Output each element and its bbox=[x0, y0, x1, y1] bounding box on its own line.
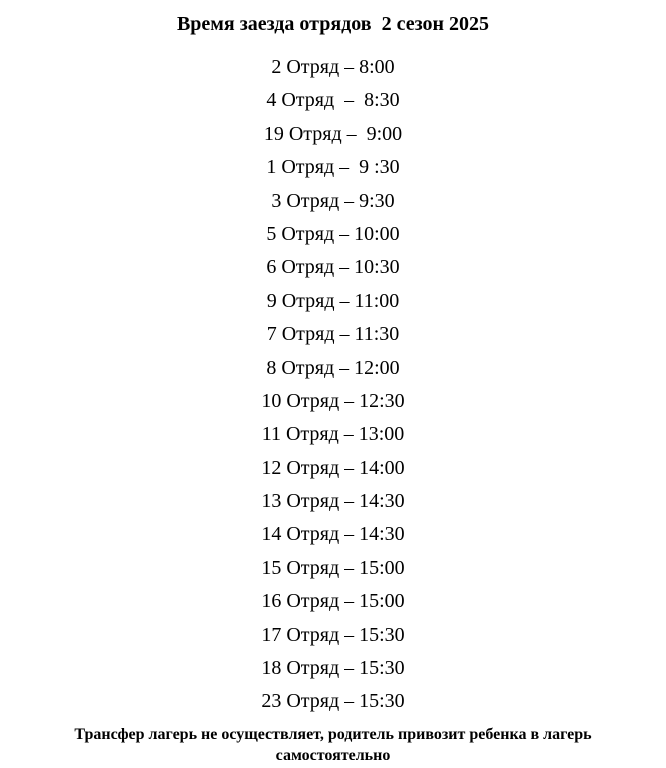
schedule-item: 17 Отряд – 15:30 bbox=[261, 623, 405, 646]
transfer-notice bbox=[0, 724, 666, 766]
arrival-schedule bbox=[0, 53, 666, 721]
schedule-item: 7 Отряд – 11:30 bbox=[266, 323, 400, 346]
schedule-item: 3 Отряд – 9:30 bbox=[271, 189, 395, 212]
schedule-item: 13 Отряд – 14:30 bbox=[261, 490, 405, 513]
schedule-item: 9 Отряд – 11:00 bbox=[266, 289, 400, 312]
schedule-item: 23 Отряд – 15:30 bbox=[261, 690, 405, 713]
schedule-item: 14 Отряд – 14:30 bbox=[261, 523, 405, 546]
schedule-item: 15 Отряд – 15:00 bbox=[261, 556, 405, 579]
schedule-item: 4 Отряд – 8:30 bbox=[266, 89, 400, 112]
schedule-item: 5 Отряд – 10:00 bbox=[266, 222, 400, 245]
schedule-item: 1 Отряд – 9 :30 bbox=[266, 156, 400, 179]
page-title: Время заезда отрядов 2 сезон 2025 bbox=[176, 13, 490, 35]
schedule-item: 16 Отряд – 15:00 bbox=[261, 590, 405, 613]
schedule-item: 18 Отряд – 15:30 bbox=[261, 657, 405, 680]
schedule-item: 19 Отряд – 9:00 bbox=[263, 122, 403, 145]
schedule-item: 11 Отряд – 13:00 bbox=[261, 423, 405, 446]
schedule-item: 12 Отряд – 14:00 bbox=[261, 456, 405, 479]
transfer-notice-line: самостоятельно bbox=[275, 747, 391, 764]
schedule-item: 8 Отряд – 12:00 bbox=[266, 356, 400, 379]
schedule-item: 10 Отряд – 12:30 bbox=[261, 389, 405, 412]
schedule-item: 2 Отряд – 8:00 bbox=[271, 56, 395, 78]
transfer-notice-line: Трансфер лагерь не осуществляет, родитель привозит ребенка в лагерь bbox=[74, 726, 592, 743]
schedule-item: 6 Отряд – 10:30 bbox=[266, 256, 400, 279]
